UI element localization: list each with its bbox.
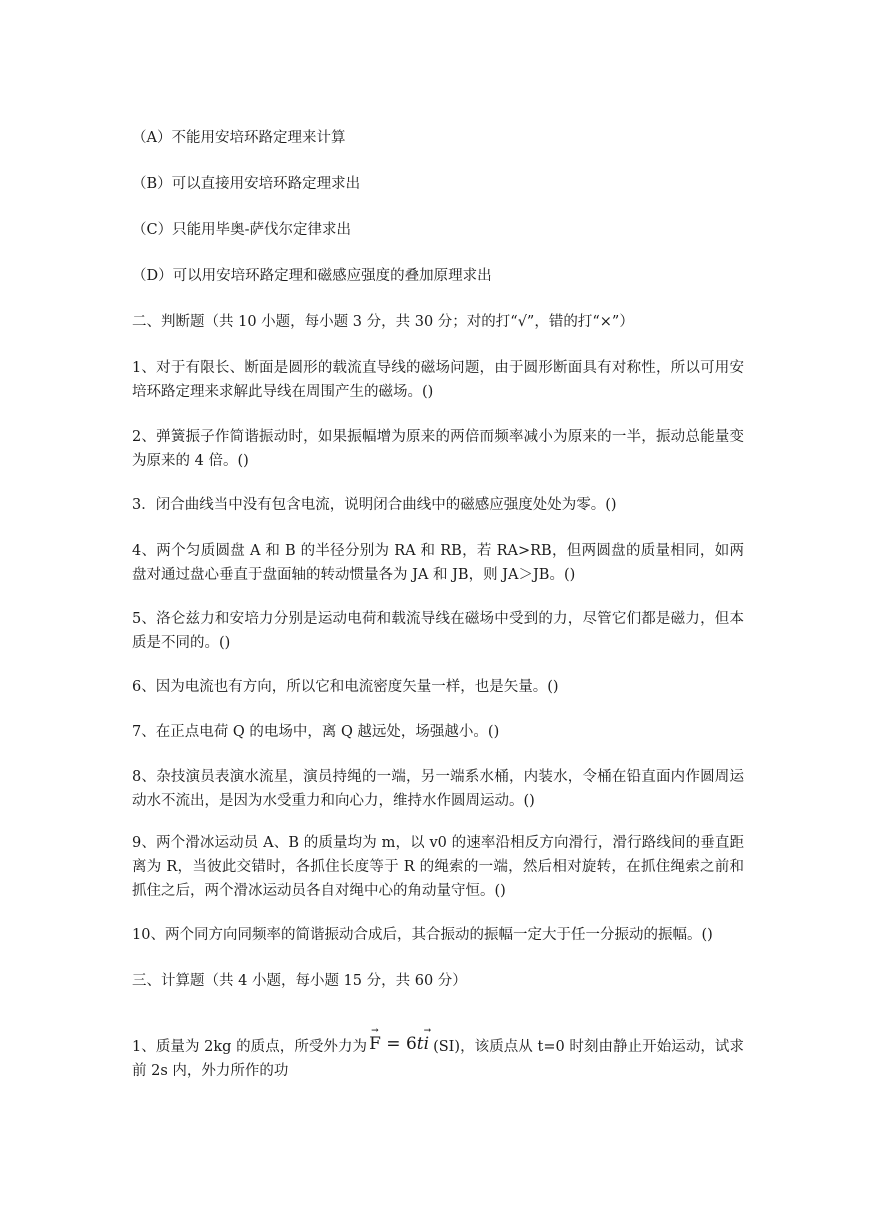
formula-lhs: F	[369, 1034, 381, 1054]
judgement-item-10: 10、两个同方向同频率的简谐振动合成后，其合振动的振幅一定大于任一分振动的振幅。()	[132, 927, 713, 943]
vector-arrow-icon: →	[371, 1026, 379, 1036]
judgement-item-8: 8、杂技演员表演水流星，演员持绳的一端，另一端系水桶，内装水，令桶在铅直面内作圆周运动水不流出，是因为水受重力和向心力，维持水作圆周运动。()	[132, 769, 744, 809]
option-d: （D）可以用安培环路定理和磁感应强度的叠加原理求出	[132, 268, 492, 284]
formula-coef: 6	[405, 1034, 417, 1054]
question-text-after: (SI)，该质点从 t=0 时刻由静止开始运动，试求前 2s 内，外力所作的功	[132, 1039, 744, 1079]
calculation-question-1	[132, 1026, 744, 1083]
option-a: （A）不能用安培环路定理来计算	[132, 130, 346, 146]
formula-unit-vector: i	[423, 1034, 430, 1054]
force-formula	[369, 1026, 432, 1054]
judgement-item-2: 2、弹簧振子作简谐振动时，如果振幅增为原来的两倍而频率减小为原来的一半，振动总能量变为原来的 4 倍。()	[132, 429, 744, 469]
option-b: （B）可以直接用安培环路定理求出	[132, 176, 361, 192]
formula-eq: =	[386, 1034, 401, 1054]
option-c: （C）只能用毕奥-萨伐尔定律求出	[132, 222, 351, 238]
judgement-item-5: 5、洛仑兹力和安培力分别是运动电荷和载流导线在磁场中受到的力，尽管它们都是磁力，但本质是不同的。()	[132, 611, 744, 651]
section-heading-judgement: 二、判断题（共 10 小题，每小题 3 分，共 30 分；对的打“√”，错的打“×”）	[132, 314, 634, 330]
judgement-item-7: 7、在正点电荷 Q 的电场中，离 Q 越远处，场强越小。()	[132, 724, 500, 740]
formula-var: t	[416, 1034, 424, 1054]
question-text-before: 1、质量为 2kg 的质点，所受外力为	[132, 1039, 368, 1055]
vector-arrow-icon: →	[423, 1026, 432, 1036]
section-heading-calculation: 三、计算题（共 4 小题，每小题 15 分，共 60 分）	[132, 973, 467, 989]
judgement-item-4: 4、两个匀质圆盘 A 和 B 的半径分别为 RA 和 RB，若 RA>RB，但两圆盘的质量相同，如两盘对通过盘心垂直于盘面轴的转动惯量各为 JA 和 JB，则 JA＞JB。()	[132, 543, 744, 583]
judgement-item-6: 6、因为电流也有方向，所以它和电流密度矢量一样，也是矢量。()	[132, 679, 559, 695]
judgement-item-9: 9、两个滑冰运动员 A、B 的质量均为 m，以 v0 的速率沿相反方向滑行，滑行路线间的垂直距离为 R，当彼此交错时，各抓住长度等于 R 的绳索的一端，然后相对旋转，在抓住绳索之前和抓住之后，两个滑冰运动员各自对绳中心的角动量守恒。()	[132, 835, 744, 899]
judgement-item-1: 1、对于有限长、断面是圆形的载流直导线的磁场问题，由于圆形断面具有对称性，所以可用安培环路定理来求解此导线在周围产生的磁场。()	[132, 360, 744, 400]
judgement-item-3: 3．闭合曲线当中没有包含电流，说明闭合曲线中的磁感应强度处处为零。()	[132, 497, 617, 513]
